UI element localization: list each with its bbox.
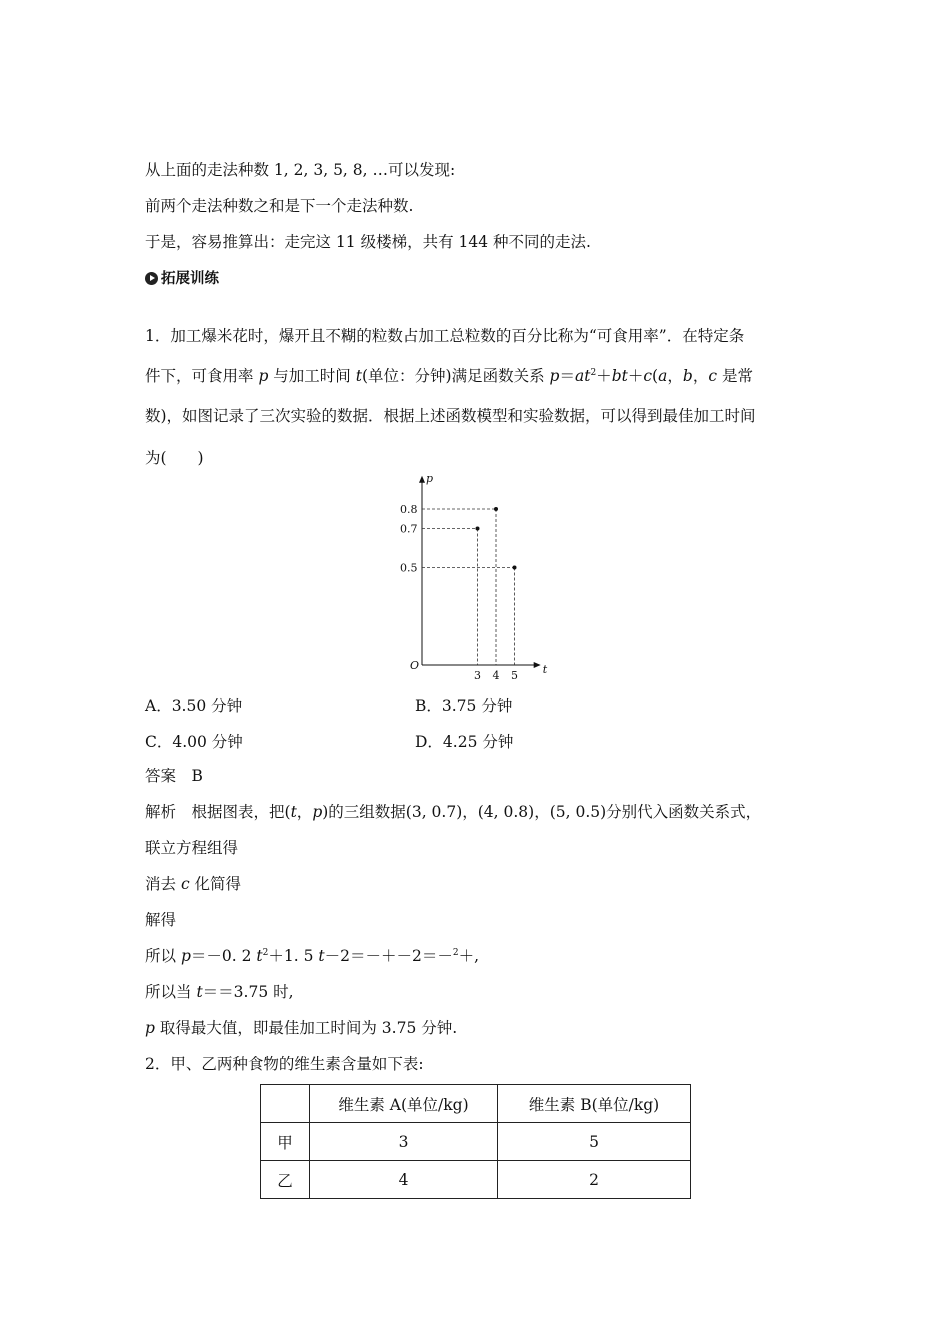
y-axis-label: p — [426, 471, 434, 485]
var-p: p — [312, 803, 323, 821]
q1-text: (单位：分钟)满足函数关系 — [361, 367, 550, 385]
q1-line-1: 1．加工爆米花时，爆开且不糊的粒数占加工总粒数的百分比称为“可食用率”．在特定条 — [145, 327, 745, 345]
y-tick-label: 0.8 — [400, 503, 418, 516]
solution-line-3 — [145, 874, 241, 894]
var-t: t — [256, 947, 263, 965]
intro-line-1: 从上面的走法种数 1, 2, 3, 5, 8, …可以发现: — [145, 161, 456, 179]
q1-text: ， — [692, 367, 709, 385]
q1-text: ＋ — [596, 367, 612, 385]
y-axis-arrow — [419, 476, 425, 483]
solution-line-5 — [145, 946, 479, 966]
var-p: p — [180, 947, 191, 965]
data-point — [494, 507, 498, 511]
q1-text: 件下，可食用率 — [145, 367, 259, 385]
vitamin-table — [260, 1084, 691, 1199]
q1-text: ， — [667, 367, 683, 385]
option-b[interactable]: B．3.75 分钟 — [415, 697, 513, 715]
var-c: c — [643, 367, 653, 385]
solution-text: ， — [296, 803, 313, 821]
x-axis-label: t — [542, 663, 548, 676]
q1-line-2 — [145, 366, 753, 386]
q1-line-3: 数)，如图记录了三次实验的数据．根据上述函数模型和实验数据，可以得到最佳加工时间 — [145, 407, 756, 425]
x-tick-label: 4 — [492, 669, 500, 682]
intro-line-3: 于是，容易推算出：走完这 11 级楼梯，共有 144 种不同的走法. — [145, 233, 591, 251]
table-cell: 甲 — [261, 1123, 310, 1161]
x-tick-label: 5 — [511, 669, 518, 682]
var-at: at — [574, 367, 591, 385]
var-a: a — [658, 367, 668, 385]
solution-text: －2＝－＋－2＝－ — [324, 947, 453, 965]
solution-text: 所以当 — [145, 983, 197, 1001]
data-point — [513, 566, 517, 570]
solution-line-6 — [145, 982, 294, 1002]
q1-line-4: 为( ) — [145, 449, 204, 467]
solution-text: ＝－0. 2 — [190, 947, 257, 965]
solution-text: 所以 — [145, 947, 181, 965]
var-c: c — [708, 367, 718, 385]
var-t: t — [355, 367, 362, 385]
play-triangle-icon — [145, 272, 158, 285]
exponent: 2 — [452, 947, 459, 958]
table-row — [261, 1123, 691, 1161]
solution-line-4: 解得 — [145, 911, 177, 929]
y-tick-label: 0.5 — [400, 561, 418, 575]
table-cell: 5 — [498, 1123, 691, 1161]
solution-text: ＋1. 5 — [268, 947, 319, 965]
answer: 答案 B — [145, 767, 203, 785]
table-header-cell: 维生素 B(单位/kg) — [498, 1085, 691, 1123]
solution-text: 取得最大值，即最佳加工时间为 3.75 分钟. — [154, 1019, 458, 1037]
option-a[interactable]: A．3.50 分钟 — [145, 697, 243, 715]
solution-line-7 — [145, 1018, 457, 1038]
option-c[interactable]: C．4.00 分钟 — [145, 733, 243, 751]
q1-text: ＋ — [627, 367, 644, 385]
var-c: c — [180, 875, 190, 893]
var-p: p — [549, 367, 560, 385]
var-t: t — [290, 803, 297, 821]
exponent: 2 — [590, 367, 597, 378]
q1-text: 是常 — [717, 367, 753, 385]
solution-text: 解析 根据图表，把( — [145, 803, 291, 821]
solution-text: ＝＝3.75 时, — [202, 983, 294, 1001]
solution-line-2: 联立方程组得 — [145, 839, 239, 857]
option-d[interactable]: D．4.25 分钟 — [415, 733, 514, 751]
table-row — [261, 1161, 691, 1199]
table-cell: 乙 — [261, 1161, 310, 1199]
table-header-cell — [261, 1085, 310, 1123]
var-p: p — [145, 1019, 155, 1037]
solution-text: 消去 — [145, 875, 181, 893]
q2-text: 2．甲、乙两种食物的维生素含量如下表: — [145, 1055, 424, 1073]
x-axis-arrow — [534, 662, 541, 668]
solution-text: )的三组数据(3, 0.7)，(4, 0.8)，(5, 0.5)分别代入函数关系式， — [322, 803, 762, 821]
data-point — [476, 527, 480, 531]
table-cell: 4 — [310, 1161, 498, 1199]
solution-text: 化简得 — [189, 875, 242, 893]
exponent: 2 — [262, 947, 269, 958]
table-cell: 2 — [498, 1161, 691, 1199]
scatter-chart — [390, 471, 560, 682]
table-cell: 3 — [310, 1123, 498, 1161]
section-title: 拓展训练 — [161, 271, 219, 287]
q1-text: ( — [652, 367, 659, 385]
table-header-row — [261, 1085, 691, 1123]
var-p: p — [258, 367, 269, 385]
section-heading — [145, 269, 219, 289]
var-b: b — [682, 367, 693, 385]
var-t: t — [196, 983, 203, 1001]
var-bt: bt — [611, 367, 628, 385]
q1-text: ＝ — [559, 367, 575, 385]
x-tick-label: 3 — [474, 669, 481, 682]
intro-line-2: 前两个走法种数之和是下一个走法种数. — [145, 197, 414, 215]
table-header-cell: 维生素 A(单位/kg) — [310, 1085, 498, 1123]
y-tick-label: 0.7 — [400, 522, 418, 536]
solution-text: ＋, — [458, 947, 480, 965]
solution-line-1 — [145, 802, 761, 822]
var-t: t — [318, 947, 325, 965]
origin-label: O — [410, 659, 420, 672]
q1-text: 与加工时间 — [268, 367, 356, 385]
